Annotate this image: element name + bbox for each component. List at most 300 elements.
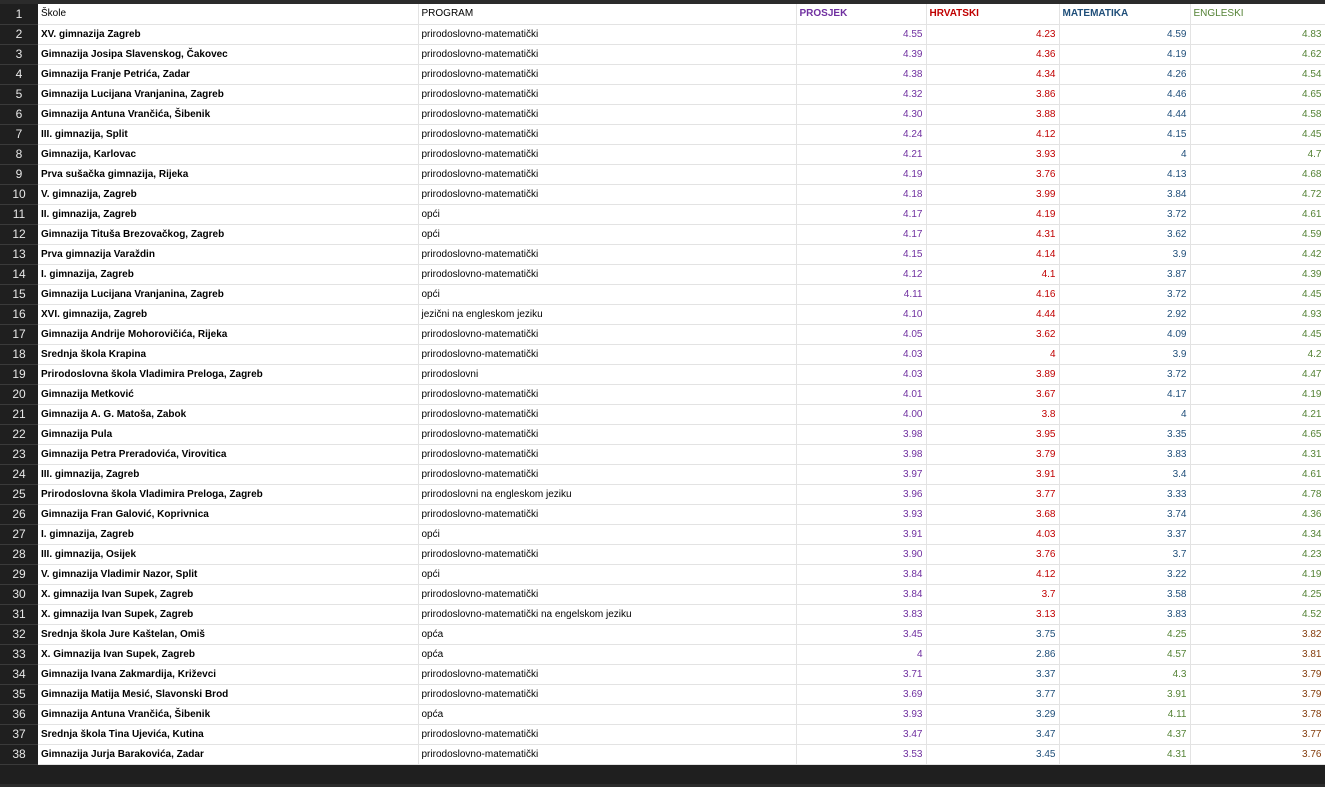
- cell-school[interactable]: Gimnazija Fran Galović, Koprivnica: [38, 504, 418, 524]
- row-number[interactable]: 35: [0, 684, 38, 704]
- cell-school[interactable]: V. gimnazija Vladimir Nazor, Split: [38, 564, 418, 584]
- cell-school[interactable]: Gimnazija Lucijana Vranjanina, Zagreb: [38, 84, 418, 104]
- row-number[interactable]: 9: [0, 164, 38, 184]
- cell-program[interactable]: prirodoslovno-matematički: [418, 244, 796, 264]
- row-number[interactable]: 10: [0, 184, 38, 204]
- cell-school[interactable]: Gimnazija Tituša Brezovačkog, Zagreb: [38, 224, 418, 244]
- cell-hrvatski[interactable]: 3.13: [926, 604, 1059, 624]
- cell-matematika[interactable]: 3.58: [1059, 584, 1190, 604]
- cell-matematika[interactable]: 4.57: [1059, 644, 1190, 664]
- cell-prosjek[interactable]: 4.12: [796, 264, 926, 284]
- row-number[interactable]: 20: [0, 384, 38, 404]
- row-number[interactable]: 33: [0, 644, 38, 664]
- cell-matematika[interactable]: 3.87: [1059, 264, 1190, 284]
- cell-engleski[interactable]: 4.25: [1190, 584, 1325, 604]
- cell-school[interactable]: Gimnazija Franje Petrića, Zadar: [38, 64, 418, 84]
- cell-program[interactable]: prirodoslovni: [418, 364, 796, 384]
- cell-prosjek[interactable]: 4.17: [796, 204, 926, 224]
- cell-engleski[interactable]: 4.19: [1190, 564, 1325, 584]
- cell-matematika[interactable]: 3.74: [1059, 504, 1190, 524]
- cell-engleski[interactable]: 4.62: [1190, 44, 1325, 64]
- cell-prosjek[interactable]: 3.83: [796, 604, 926, 624]
- table-row: [0, 564, 1325, 584]
- cell-hrvatski[interactable]: 3.91: [926, 464, 1059, 484]
- cell-hrvatski[interactable]: 4.03: [926, 524, 1059, 544]
- cell-matematika[interactable]: 4.13: [1059, 164, 1190, 184]
- table-row: [0, 264, 1325, 284]
- cell-prosjek[interactable]: 3.98: [796, 444, 926, 464]
- table-row: [0, 464, 1325, 484]
- cell-program[interactable]: opća: [418, 644, 796, 664]
- cell-hrvatski[interactable]: 3.68: [926, 504, 1059, 524]
- cell-hrvatski[interactable]: 3.76: [926, 544, 1059, 564]
- cell-program[interactable]: prirodoslovno-matematički: [418, 684, 796, 704]
- cell-prosjek[interactable]: 4.38: [796, 64, 926, 84]
- cell-hrvatski[interactable]: 3.76: [926, 164, 1059, 184]
- table-row: [0, 444, 1325, 464]
- cell-prosjek[interactable]: 3.91: [796, 524, 926, 544]
- cell-prosjek[interactable]: 4.39: [796, 44, 926, 64]
- spreadsheet-grid[interactable]: [0, 4, 1325, 765]
- cell-hrvatski[interactable]: 3.93: [926, 144, 1059, 164]
- cell-matematika[interactable]: 4.44: [1059, 104, 1190, 124]
- cell-school[interactable]: Gimnazija Ivana Zakmardija, Križevci: [38, 664, 418, 684]
- row-number[interactable]: 1: [0, 4, 38, 24]
- row-number[interactable]: 27: [0, 524, 38, 544]
- cell-prosjek[interactable]: 3.71: [796, 664, 926, 684]
- cell-prosjek[interactable]: 3.84: [796, 564, 926, 584]
- cell-program[interactable]: opći: [418, 564, 796, 584]
- row-number[interactable]: 15: [0, 284, 38, 304]
- row-number[interactable]: 17: [0, 324, 38, 344]
- cell-hrvatski[interactable]: 4.36: [926, 44, 1059, 64]
- cell-hrvatski[interactable]: 3.67: [926, 384, 1059, 404]
- cell-prosjek[interactable]: 3.93: [796, 704, 926, 724]
- cell-engleski[interactable]: 4.45: [1190, 284, 1325, 304]
- table-row: [0, 504, 1325, 524]
- cell-school[interactable]: Gimnazija Metković: [38, 384, 418, 404]
- cell-matematika[interactable]: 4: [1059, 144, 1190, 164]
- cell-program[interactable]: prirodoslovno-matematički: [418, 744, 796, 764]
- cell-school[interactable]: X. Gimnazija Ivan Supek, Zagreb: [38, 644, 418, 664]
- cell-program[interactable]: opći: [418, 284, 796, 304]
- row-number[interactable]: 37: [0, 724, 38, 744]
- cell-matematika[interactable]: 4.25: [1059, 624, 1190, 644]
- cell-program[interactable]: prirodoslovno-matematički: [418, 44, 796, 64]
- cell-hrvatski[interactable]: 3.29: [926, 704, 1059, 724]
- cell-matematika[interactable]: 3.72: [1059, 284, 1190, 304]
- cell-program[interactable]: jezični na engleskom jeziku: [418, 304, 796, 324]
- row-number[interactable]: 12: [0, 224, 38, 244]
- cell-engleski[interactable]: 3.77: [1190, 724, 1325, 744]
- cell-school[interactable]: Gimnazija Matija Mesić, Slavonski Brod: [38, 684, 418, 704]
- cell-engleski[interactable]: 4.83: [1190, 24, 1325, 44]
- cell-matematika[interactable]: 4.09: [1059, 324, 1190, 344]
- row-number[interactable]: 21: [0, 404, 38, 424]
- row-number[interactable]: 7: [0, 124, 38, 144]
- cell-program[interactable]: prirodoslovno-matematički: [418, 164, 796, 184]
- table-row: [0, 664, 1325, 684]
- cell-hrvatski[interactable]: 4: [926, 344, 1059, 364]
- table-row: [0, 124, 1325, 144]
- table-row: [0, 524, 1325, 544]
- table-row: [0, 724, 1325, 744]
- cell-program[interactable]: prirodoslovno-matematički: [418, 64, 796, 84]
- row-number[interactable]: 2: [0, 24, 38, 44]
- cell-matematika[interactable]: 3.72: [1059, 364, 1190, 384]
- cell-prosjek[interactable]: 4.18: [796, 184, 926, 204]
- cell-matematika[interactable]: 3.4: [1059, 464, 1190, 484]
- cell-school[interactable]: Gimnazija Antuna Vrančića, Šibenik: [38, 704, 418, 724]
- row-number[interactable]: 13: [0, 244, 38, 264]
- cell-hrvatski[interactable]: 4.31: [926, 224, 1059, 244]
- table-row: [0, 744, 1325, 764]
- table-row: [0, 224, 1325, 244]
- table-row: [0, 244, 1325, 264]
- cell-engleski[interactable]: 4.42: [1190, 244, 1325, 264]
- cell-matematika[interactable]: 3.37: [1059, 524, 1190, 544]
- cell-school[interactable]: Prva gimnazija Varaždin: [38, 244, 418, 264]
- cell-hrvatski[interactable]: 4.19: [926, 204, 1059, 224]
- table-row: [0, 704, 1325, 724]
- cell-engleski[interactable]: 3.79: [1190, 664, 1325, 684]
- cell-matematika[interactable]: 2.92: [1059, 304, 1190, 324]
- row-number[interactable]: 6: [0, 104, 38, 124]
- row-number[interactable]: 19: [0, 364, 38, 384]
- cell-school[interactable]: Srednja škola Krapina: [38, 344, 418, 364]
- row-number[interactable]: 32: [0, 624, 38, 644]
- table-row: [0, 284, 1325, 304]
- cell-matematika[interactable]: 3.22: [1059, 564, 1190, 584]
- cell-school[interactable]: X. gimnazija Ivan Supek, Zagreb: [38, 604, 418, 624]
- cell-engleski[interactable]: 4.54: [1190, 64, 1325, 84]
- row-number[interactable]: 3: [0, 44, 38, 64]
- header-engleski[interactable]: ENGLESKI: [1190, 4, 1325, 24]
- cell-prosjek[interactable]: 4.17: [796, 224, 926, 244]
- cell-hrvatski[interactable]: 3.77: [926, 684, 1059, 704]
- table-row: [0, 484, 1325, 504]
- row-number[interactable]: 38: [0, 744, 38, 764]
- cell-school[interactable]: Gimnazija Petra Preradovića, Virovitica: [38, 444, 418, 464]
- cell-matematika[interactable]: 4.59: [1059, 24, 1190, 44]
- cell-program[interactable]: prirodoslovno-matematički na engelskom jeziku: [418, 604, 796, 624]
- cell-prosjek[interactable]: 3.96: [796, 484, 926, 504]
- cell-program[interactable]: prirodoslovni na engleskom jeziku: [418, 484, 796, 504]
- cell-matematika[interactable]: 3.7: [1059, 544, 1190, 564]
- cell-engleski[interactable]: 4.45: [1190, 324, 1325, 344]
- row-number[interactable]: 28: [0, 544, 38, 564]
- cell-program[interactable]: prirodoslovno-matematički: [418, 144, 796, 164]
- cell-engleski[interactable]: 4.58: [1190, 104, 1325, 124]
- cell-engleski[interactable]: 4.68: [1190, 164, 1325, 184]
- cell-matematika[interactable]: 3.83: [1059, 604, 1190, 624]
- cell-prosjek[interactable]: 4.03: [796, 364, 926, 384]
- cell-hrvatski[interactable]: 3.8: [926, 404, 1059, 424]
- cell-prosjek[interactable]: 3.93: [796, 504, 926, 524]
- header-matematika[interactable]: MATEMATIKA: [1059, 4, 1190, 24]
- row-number[interactable]: 30: [0, 584, 38, 604]
- table-row: [0, 344, 1325, 364]
- cell-prosjek[interactable]: 3.98: [796, 424, 926, 444]
- cell-program[interactable]: prirodoslovno-matematički: [418, 384, 796, 404]
- cell-school[interactable]: III. gimnazija, Split: [38, 124, 418, 144]
- cell-engleski[interactable]: 3.82: [1190, 624, 1325, 644]
- cell-matematika[interactable]: 4.19: [1059, 44, 1190, 64]
- header-prosjek[interactable]: PROSJEK: [796, 4, 926, 24]
- table-row: [0, 364, 1325, 384]
- row-number[interactable]: 25: [0, 484, 38, 504]
- cell-school[interactable]: Gimnazija Josipa Slavenskog, Čakovec: [38, 44, 418, 64]
- cell-school[interactable]: Srednja škola Tina Ujevića, Kutina: [38, 724, 418, 744]
- cell-hrvatski[interactable]: 3.89: [926, 364, 1059, 384]
- cell-engleski[interactable]: 4.65: [1190, 424, 1325, 444]
- cell-matematika[interactable]: 4.31: [1059, 744, 1190, 764]
- cell-engleski[interactable]: 3.79: [1190, 684, 1325, 704]
- cell-matematika[interactable]: 3.35: [1059, 424, 1190, 444]
- cell-school[interactable]: I. gimnazija, Zagreb: [38, 524, 418, 544]
- cell-school[interactable]: Prirodoslovna škola Vladimira Preloga, Zagreb: [38, 484, 418, 504]
- cell-matematika[interactable]: 3.9: [1059, 244, 1190, 264]
- cell-matematika[interactable]: 3.62: [1059, 224, 1190, 244]
- cell-matematika[interactable]: 4.15: [1059, 124, 1190, 144]
- cell-matematika[interactable]: 4.3: [1059, 664, 1190, 684]
- cell-program[interactable]: opći: [418, 204, 796, 224]
- cell-program[interactable]: prirodoslovno-matematički: [418, 24, 796, 44]
- cell-engleski[interactable]: 4.47: [1190, 364, 1325, 384]
- cell-hrvatski[interactable]: 4.16: [926, 284, 1059, 304]
- cell-engleski[interactable]: 4.59: [1190, 224, 1325, 244]
- cell-program[interactable]: opći: [418, 224, 796, 244]
- cell-hrvatski[interactable]: 2.86: [926, 644, 1059, 664]
- cell-matematika[interactable]: 3.72: [1059, 204, 1190, 224]
- table-row: [0, 424, 1325, 444]
- row-number[interactable]: 36: [0, 704, 38, 724]
- cell-engleski[interactable]: 4.52: [1190, 604, 1325, 624]
- cell-school[interactable]: Gimnazija Lucijana Vranjanina, Zagreb: [38, 284, 418, 304]
- cell-hrvatski[interactable]: 3.99: [926, 184, 1059, 204]
- cell-prosjek[interactable]: 3.69: [796, 684, 926, 704]
- cell-engleski[interactable]: 3.76: [1190, 744, 1325, 764]
- cell-program[interactable]: prirodoslovno-matematički: [418, 424, 796, 444]
- cell-school[interactable]: Gimnazija A. G. Matoša, Zabok: [38, 404, 418, 424]
- cell-engleski[interactable]: 3.81: [1190, 644, 1325, 664]
- cell-hrvatski[interactable]: 4.44: [926, 304, 1059, 324]
- table-row: [0, 44, 1325, 64]
- cell-prosjek[interactable]: 4.55: [796, 24, 926, 44]
- table-row: [0, 404, 1325, 424]
- cell-school[interactable]: Gimnazija Andrije Mohorovičića, Rijeka: [38, 324, 418, 344]
- cell-engleski[interactable]: 4.2: [1190, 344, 1325, 364]
- cell-engleski[interactable]: 4.61: [1190, 204, 1325, 224]
- cell-program[interactable]: prirodoslovno-matematički: [418, 404, 796, 424]
- cell-engleski[interactable]: 4.31: [1190, 444, 1325, 464]
- cell-matematika[interactable]: 4.11: [1059, 704, 1190, 724]
- row-number[interactable]: 29: [0, 564, 38, 584]
- table-row: [0, 544, 1325, 564]
- table-row: [0, 184, 1325, 204]
- cell-hrvatski[interactable]: 3.75: [926, 624, 1059, 644]
- cell-program[interactable]: prirodoslovno-matematički: [418, 664, 796, 684]
- cell-engleski[interactable]: 4.23: [1190, 544, 1325, 564]
- cell-engleski[interactable]: 4.45: [1190, 124, 1325, 144]
- cell-hrvatski[interactable]: 3.79: [926, 444, 1059, 464]
- cell-program[interactable]: opći: [418, 524, 796, 544]
- table-row: [0, 684, 1325, 704]
- cell-engleski[interactable]: 4.93: [1190, 304, 1325, 324]
- cell-prosjek[interactable]: 4.19: [796, 164, 926, 184]
- row-number[interactable]: 31: [0, 604, 38, 624]
- cell-engleski[interactable]: 4.72: [1190, 184, 1325, 204]
- row-number[interactable]: 23: [0, 444, 38, 464]
- cell-school[interactable]: Prirodoslovna škola Vladimira Preloga, Zagreb: [38, 364, 418, 384]
- header-skole[interactable]: Škole: [38, 4, 418, 24]
- cell-school[interactable]: I. gimnazija, Zagreb: [38, 264, 418, 284]
- cell-hrvatski[interactable]: 3.86: [926, 84, 1059, 104]
- cell-matematika[interactable]: 3.91: [1059, 684, 1190, 704]
- cell-hrvatski[interactable]: 4.14: [926, 244, 1059, 264]
- cell-engleski[interactable]: 4.65: [1190, 84, 1325, 104]
- cell-program[interactable]: prirodoslovno-matematički: [418, 464, 796, 484]
- cell-hrvatski[interactable]: 3.7: [926, 584, 1059, 604]
- cell-program[interactable]: prirodoslovno-matematički: [418, 724, 796, 744]
- table-row: [0, 104, 1325, 124]
- cell-school[interactable]: III. gimnazija, Zagreb: [38, 464, 418, 484]
- row-number[interactable]: 24: [0, 464, 38, 484]
- row-number[interactable]: 11: [0, 204, 38, 224]
- cell-prosjek[interactable]: 4.30: [796, 104, 926, 124]
- header-hrvatski[interactable]: HRVATSKI: [926, 4, 1059, 24]
- cell-prosjek[interactable]: 4.00: [796, 404, 926, 424]
- cell-engleski[interactable]: 4.34: [1190, 524, 1325, 544]
- cell-school[interactable]: Gimnazija Pula: [38, 424, 418, 444]
- cell-engleski[interactable]: 4.61: [1190, 464, 1325, 484]
- cell-program[interactable]: prirodoslovno-matematički: [418, 344, 796, 364]
- cell-engleski[interactable]: 4.7: [1190, 144, 1325, 164]
- cell-school[interactable]: Gimnazija Antuna Vrančića, Šibenik: [38, 104, 418, 124]
- cell-prosjek[interactable]: 4: [796, 644, 926, 664]
- cell-school[interactable]: XVI. gimnazija, Zagreb: [38, 304, 418, 324]
- row-number[interactable]: 14: [0, 264, 38, 284]
- cell-matematika[interactable]: 4.26: [1059, 64, 1190, 84]
- cell-prosjek[interactable]: 4.01: [796, 384, 926, 404]
- cell-hrvatski[interactable]: 3.62: [926, 324, 1059, 344]
- header-program[interactable]: PROGRAM: [418, 4, 796, 24]
- row-number[interactable]: 5: [0, 84, 38, 104]
- cell-school[interactable]: Prva sušačka gimnazija, Rijeka: [38, 164, 418, 184]
- cell-prosjek[interactable]: 4.03: [796, 344, 926, 364]
- cell-program[interactable]: prirodoslovno-matematički: [418, 184, 796, 204]
- table-row: [0, 204, 1325, 224]
- cell-program[interactable]: prirodoslovno-matematički: [418, 584, 796, 604]
- row-number[interactable]: 4: [0, 64, 38, 84]
- cell-hrvatski[interactable]: 3.77: [926, 484, 1059, 504]
- cell-hrvatski[interactable]: 4.23: [926, 24, 1059, 44]
- cell-matematika[interactable]: 3.83: [1059, 444, 1190, 464]
- cell-program[interactable]: prirodoslovno-matematički: [418, 104, 796, 124]
- cell-prosjek[interactable]: 3.84: [796, 584, 926, 604]
- cell-program[interactable]: prirodoslovno-matematički: [418, 84, 796, 104]
- cell-prosjek[interactable]: 3.45: [796, 624, 926, 644]
- table-row: [0, 304, 1325, 324]
- cell-program[interactable]: opća: [418, 624, 796, 644]
- row-number[interactable]: 26: [0, 504, 38, 524]
- cell-matematika[interactable]: 4.46: [1059, 84, 1190, 104]
- table-row: [0, 644, 1325, 664]
- cell-hrvatski[interactable]: 3.88: [926, 104, 1059, 124]
- cell-hrvatski[interactable]: 4.34: [926, 64, 1059, 84]
- cell-program[interactable]: opća: [418, 704, 796, 724]
- cell-school[interactable]: Gimnazija, Karlovac: [38, 144, 418, 164]
- cell-program[interactable]: prirodoslovno-matematički: [418, 504, 796, 524]
- table-row: [0, 144, 1325, 164]
- cell-matematika[interactable]: 4.17: [1059, 384, 1190, 404]
- cell-prosjek[interactable]: 4.21: [796, 144, 926, 164]
- cell-prosjek[interactable]: 4.15: [796, 244, 926, 264]
- cell-prosjek[interactable]: 4.05: [796, 324, 926, 344]
- cell-prosjek[interactable]: 3.47: [796, 724, 926, 744]
- cell-school[interactable]: X. gimnazija Ivan Supek, Zagreb: [38, 584, 418, 604]
- cell-program[interactable]: prirodoslovno-matematički: [418, 124, 796, 144]
- cell-hrvatski[interactable]: 4.12: [926, 564, 1059, 584]
- cell-engleski[interactable]: 4.19: [1190, 384, 1325, 404]
- cell-program[interactable]: prirodoslovno-matematički: [418, 444, 796, 464]
- cell-matematika[interactable]: 4.37: [1059, 724, 1190, 744]
- cell-hrvatski[interactable]: 4.12: [926, 124, 1059, 144]
- cell-engleski[interactable]: 4.36: [1190, 504, 1325, 524]
- row-number[interactable]: 22: [0, 424, 38, 444]
- cell-school[interactable]: Gimnazija Jurja Barakovića, Zadar: [38, 744, 418, 764]
- cell-prosjek[interactable]: 4.10: [796, 304, 926, 324]
- cell-prosjek[interactable]: 3.90: [796, 544, 926, 564]
- cell-school[interactable]: II. gimnazija, Zagreb: [38, 204, 418, 224]
- cell-school[interactable]: III. gimnazija, Osijek: [38, 544, 418, 564]
- cell-hrvatski[interactable]: 4.1: [926, 264, 1059, 284]
- table-row: [0, 84, 1325, 104]
- row-number[interactable]: 18: [0, 344, 38, 364]
- cell-matematika[interactable]: 3.9: [1059, 344, 1190, 364]
- cell-matematika[interactable]: 3.84: [1059, 184, 1190, 204]
- cell-hrvatski[interactable]: 3.47: [926, 724, 1059, 744]
- cell-engleski[interactable]: 4.78: [1190, 484, 1325, 504]
- cell-school[interactable]: XV. gimnazija Zagreb: [38, 24, 418, 44]
- cell-prosjek[interactable]: 3.53: [796, 744, 926, 764]
- row-number[interactable]: 8: [0, 144, 38, 164]
- cell-school[interactable]: Srednja škola Jure Kaštelan, Omiš: [38, 624, 418, 644]
- cell-hrvatski[interactable]: 3.37: [926, 664, 1059, 684]
- cell-prosjek[interactable]: 4.24: [796, 124, 926, 144]
- row-number[interactable]: 16: [0, 304, 38, 324]
- row-number[interactable]: 34: [0, 664, 38, 684]
- cell-school[interactable]: V. gimnazija, Zagreb: [38, 184, 418, 204]
- table-row: [0, 584, 1325, 604]
- table-row: [0, 384, 1325, 404]
- cell-hrvatski[interactable]: 3.95: [926, 424, 1059, 444]
- cell-prosjek[interactable]: 4.32: [796, 84, 926, 104]
- cell-program[interactable]: prirodoslovno-matematički: [418, 544, 796, 564]
- cell-hrvatski[interactable]: 3.45: [926, 744, 1059, 764]
- cell-prosjek[interactable]: 3.97: [796, 464, 926, 484]
- cell-engleski[interactable]: 4.39: [1190, 264, 1325, 284]
- cell-program[interactable]: prirodoslovno-matematički: [418, 324, 796, 344]
- cell-prosjek[interactable]: 4.11: [796, 284, 926, 304]
- cell-program[interactable]: prirodoslovno-matematički: [418, 264, 796, 284]
- table-row: [0, 24, 1325, 44]
- cell-matematika[interactable]: 4: [1059, 404, 1190, 424]
- table-row: [0, 164, 1325, 184]
- cell-matematika[interactable]: 3.33: [1059, 484, 1190, 504]
- cell-engleski[interactable]: 4.21: [1190, 404, 1325, 424]
- cell-engleski[interactable]: 3.78: [1190, 704, 1325, 724]
